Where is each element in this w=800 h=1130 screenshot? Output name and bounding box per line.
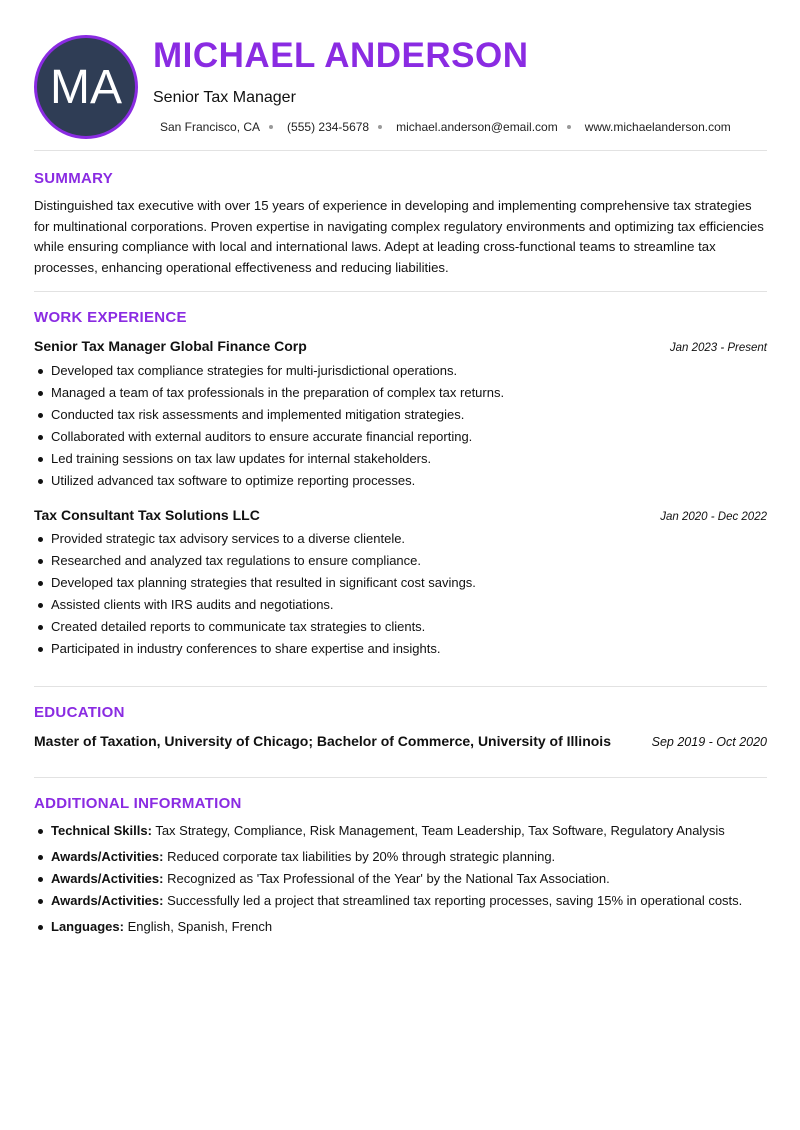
candidate-name: MICHAEL ANDERSON (153, 36, 529, 75)
job-role: Tax Consultant Tax Solutions LLC (34, 507, 260, 523)
info-item (34, 820, 779, 842)
job-date: Jan 2020 - Dec 2022 (660, 511, 767, 523)
section-divider (34, 686, 767, 687)
job-bullet: Collaborated with external auditors to ensure accurate financial reporting. (34, 426, 767, 448)
info-item (34, 868, 779, 890)
contact-location: San Francisco, CA (160, 120, 261, 134)
job-date: Jan 2023 - Present (669, 342, 767, 354)
job-bullet: Developed tax planning strategies that resulted in significant cost savings. (34, 572, 767, 594)
info-label: Languages: (51, 919, 124, 934)
summary-text: Distinguished tax executive with over 15 years of experience in developing and implementing comprehensive tax strategies for multinational corporations. Proven expertise in navigating complex regulatory environments and optimizing tax efficiencies while ensuring compliance with local and international laws. Adept at leading cross-functional teams to streamline tax processes, enhancing operational effectiveness and reducing liabilities. (34, 198, 764, 275)
education-entry (34, 733, 767, 749)
additional-list (34, 820, 779, 938)
info-text: Successfully led a project that streamlined tax reporting processes, saving 15% in operational costs. (167, 893, 743, 908)
job-bullet: Participated in industry conferences to share expertise and insights. (34, 638, 767, 660)
separator-dot (378, 125, 382, 129)
contact-bar (160, 120, 731, 134)
avatar (34, 35, 138, 139)
info-label: Technical Skills: (51, 823, 152, 838)
job-header (34, 507, 767, 523)
job-bullet: Developed tax compliance strategies for multi-jurisdictional operations. (34, 360, 767, 382)
info-label: Awards/Activities: (51, 871, 164, 886)
education-heading: EDUCATION (34, 704, 125, 721)
info-item (34, 916, 779, 938)
info-label: Awards/Activities: (51, 893, 164, 908)
job-header (34, 338, 767, 354)
section-divider (34, 777, 767, 778)
experience-heading: WORK EXPERIENCE (34, 309, 187, 326)
separator-dot (567, 125, 571, 129)
info-text: Reduced corporate tax liabilities by 20% through strategic planning. (167, 849, 556, 864)
job-bullet: Led training sessions on tax law updates for internal stakeholders. (34, 448, 767, 470)
separator-dot (269, 125, 273, 129)
additional-heading: ADDITIONAL INFORMATION (34, 795, 242, 812)
section-divider (34, 291, 767, 292)
job-role: Senior Tax Manager Global Finance Corp (34, 338, 307, 354)
job-bullet: Assisted clients with IRS audits and negotiations. (34, 594, 767, 616)
education-date: Sep 2019 - Oct 2020 (651, 735, 767, 749)
job-bullet: Created detailed reports to communicate tax strategies to clients. (34, 616, 767, 638)
job-bullets (34, 360, 767, 492)
contact-website[interactable]: www.michaelanderson.com (584, 120, 731, 134)
summary-heading: SUMMARY (34, 170, 114, 187)
info-text: Recognized as 'Tax Professional of the Year' by the National Tax Association. (167, 871, 610, 886)
job-bullet: Utilized advanced tax software to optimize reporting processes. (34, 470, 767, 492)
section-divider (34, 150, 767, 151)
candidate-title: Senior Tax Manager (153, 89, 296, 106)
job-bullet: Conducted tax risk assessments and implemented mitigation strategies. (34, 404, 767, 426)
contact-email[interactable]: michael.anderson@email.com (396, 120, 558, 134)
job-bullet: Researched and analyzed tax regulations to ensure compliance. (34, 550, 767, 572)
education-degree: Master of Taxation, University of Chicago; Bachelor of Commerce, University of Illinois (34, 733, 611, 749)
job-bullets (34, 528, 767, 660)
info-label: Awards/Activities: (51, 849, 164, 864)
job-bullet: Managed a team of tax professionals in the preparation of complex tax returns. (34, 382, 767, 404)
job-bullet: Provided strategic tax advisory services to a diverse clientele. (34, 528, 767, 550)
info-item (34, 890, 779, 912)
contact-phone[interactable]: (555) 234-5678 (287, 120, 370, 134)
info-item (34, 846, 779, 868)
avatar-initials: MA (50, 60, 122, 114)
info-text: Tax Strategy, Compliance, Risk Management, Team Leadership, Tax Software, Regulatory Analysis (155, 823, 725, 838)
info-text: English, Spanish, French (127, 919, 273, 934)
